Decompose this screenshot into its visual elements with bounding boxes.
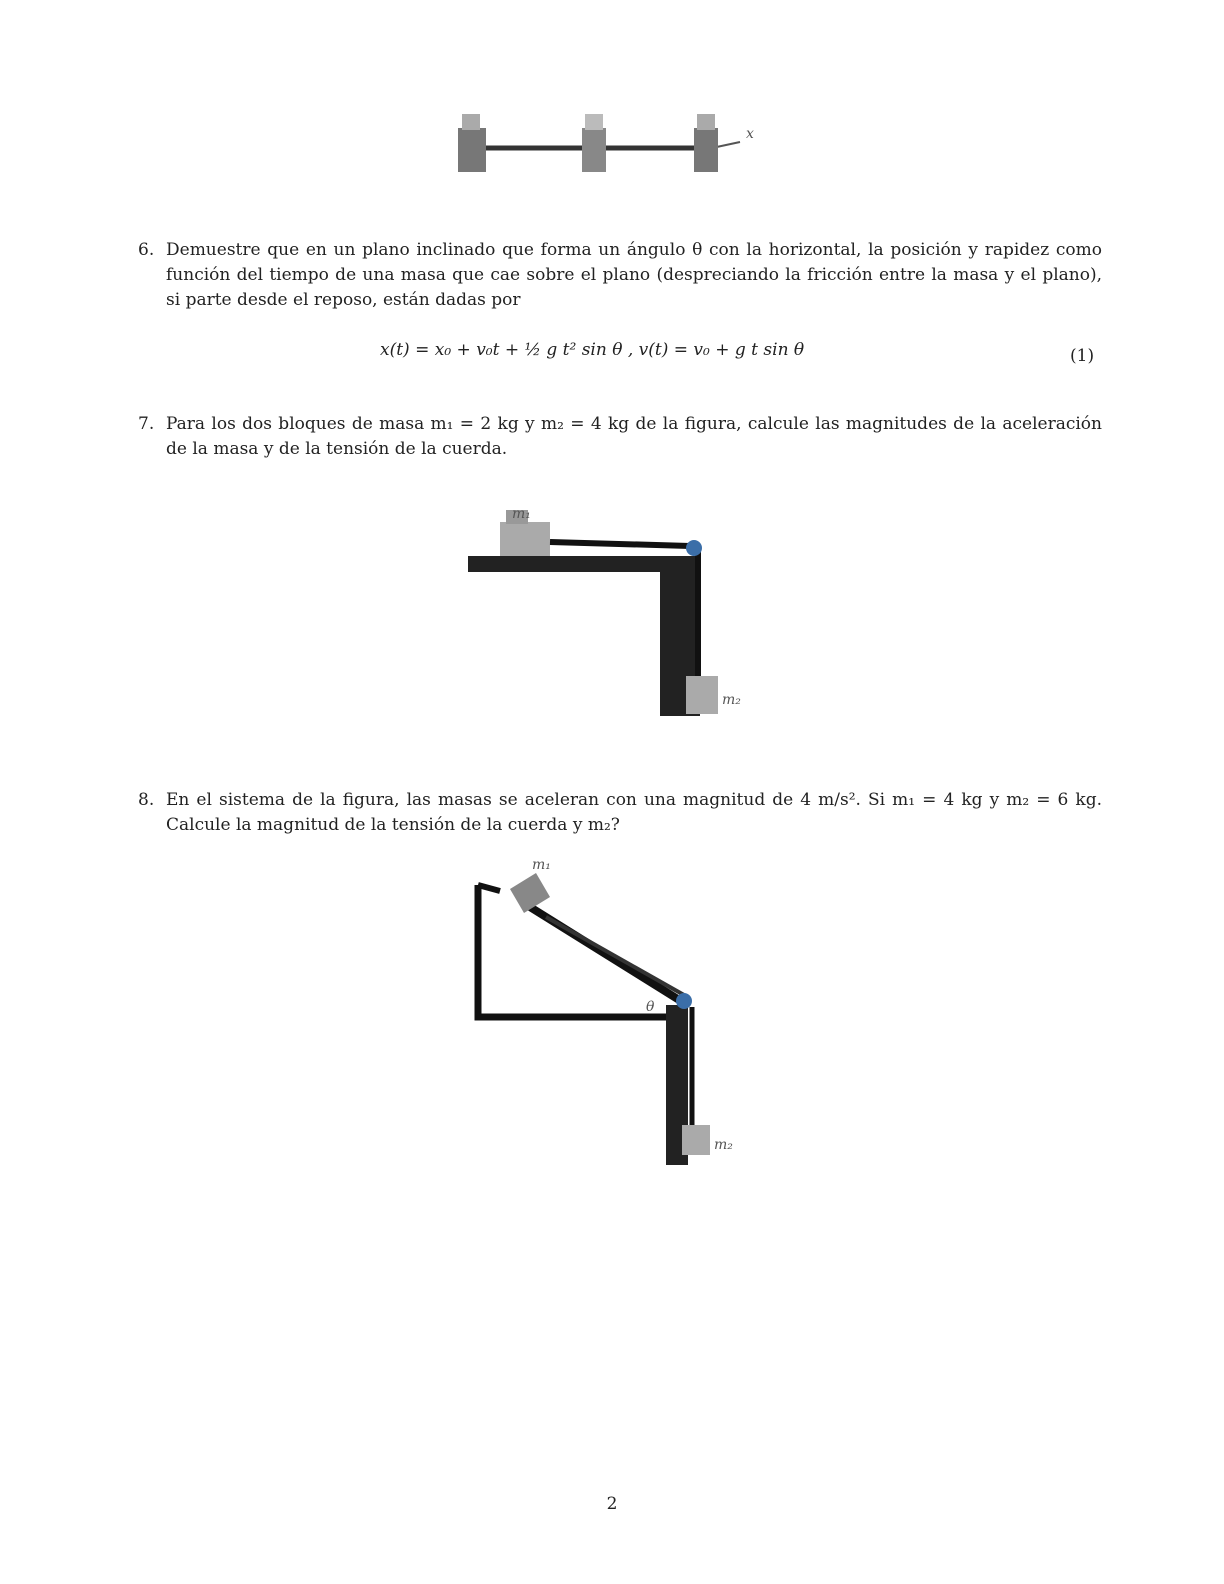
page-number: 2 bbox=[606, 1494, 618, 1514]
problem-text: En el sistema de la figura, las masas se aceleran con una magnitud de 4 m/s². Si m₁ = 4 kg y m₂ = 6 kg. Calcule la magnitud de la tensión de la cuerda y m₂? bbox=[166, 790, 1102, 835]
problem-7 bbox=[138, 412, 1102, 462]
label-m2: m₂ bbox=[714, 1137, 733, 1153]
problem-text: Demuestre que en un plano inclinado que forma un ángulo θ con la horizontal, la posición y rapidez como función del tiempo de una masa que cae sobre el plano (despreciando la fricción entre la masa y el plano), si parte desde el reposo, están dadas por bbox=[166, 240, 1102, 310]
problem-6 bbox=[138, 238, 1102, 313]
block-m2 bbox=[686, 676, 718, 714]
mass-1-top bbox=[462, 114, 480, 130]
mass-2 bbox=[582, 128, 606, 172]
block-m1 bbox=[500, 522, 550, 556]
label-m1: m₁ bbox=[512, 506, 531, 522]
incline-string bbox=[546, 917, 684, 995]
mass-2-top bbox=[585, 114, 603, 130]
problem-text: Para los dos bloques de masa m₁ = 2 kg y m₂ = 4 kg de la figura, calcule las magnitudes de la aceleración de la masa y de la tensión de la cuerda. bbox=[166, 414, 1102, 459]
three-mass-figure bbox=[440, 100, 780, 190]
table-pulley-figure bbox=[460, 500, 760, 730]
equation-number: (1) bbox=[1070, 346, 1095, 366]
mass-3 bbox=[694, 128, 718, 172]
incline-pulley-figure bbox=[470, 855, 760, 1175]
mass-3-top bbox=[697, 114, 715, 130]
mass-1 bbox=[458, 128, 486, 172]
problem-8 bbox=[138, 788, 1102, 838]
pulley bbox=[676, 993, 692, 1009]
problem-number: 7. bbox=[138, 414, 155, 434]
label-angle: θ bbox=[646, 999, 655, 1015]
label-m1: m₁ bbox=[532, 857, 551, 873]
pulley bbox=[686, 540, 702, 556]
equation: x(t) = x₀ + v₀t + ½ g t² sin θ , v(t) = v₀ + g t sin θ bbox=[380, 340, 805, 360]
block-m2 bbox=[682, 1125, 710, 1155]
string-horizontal bbox=[550, 542, 690, 546]
axis-label-x: x bbox=[746, 126, 754, 142]
block-m1 bbox=[510, 873, 550, 913]
problem-number: 6. bbox=[138, 240, 155, 260]
problem-number: 8. bbox=[138, 790, 155, 810]
incline-outline bbox=[478, 885, 684, 1017]
label-m2: m₂ bbox=[722, 692, 741, 708]
